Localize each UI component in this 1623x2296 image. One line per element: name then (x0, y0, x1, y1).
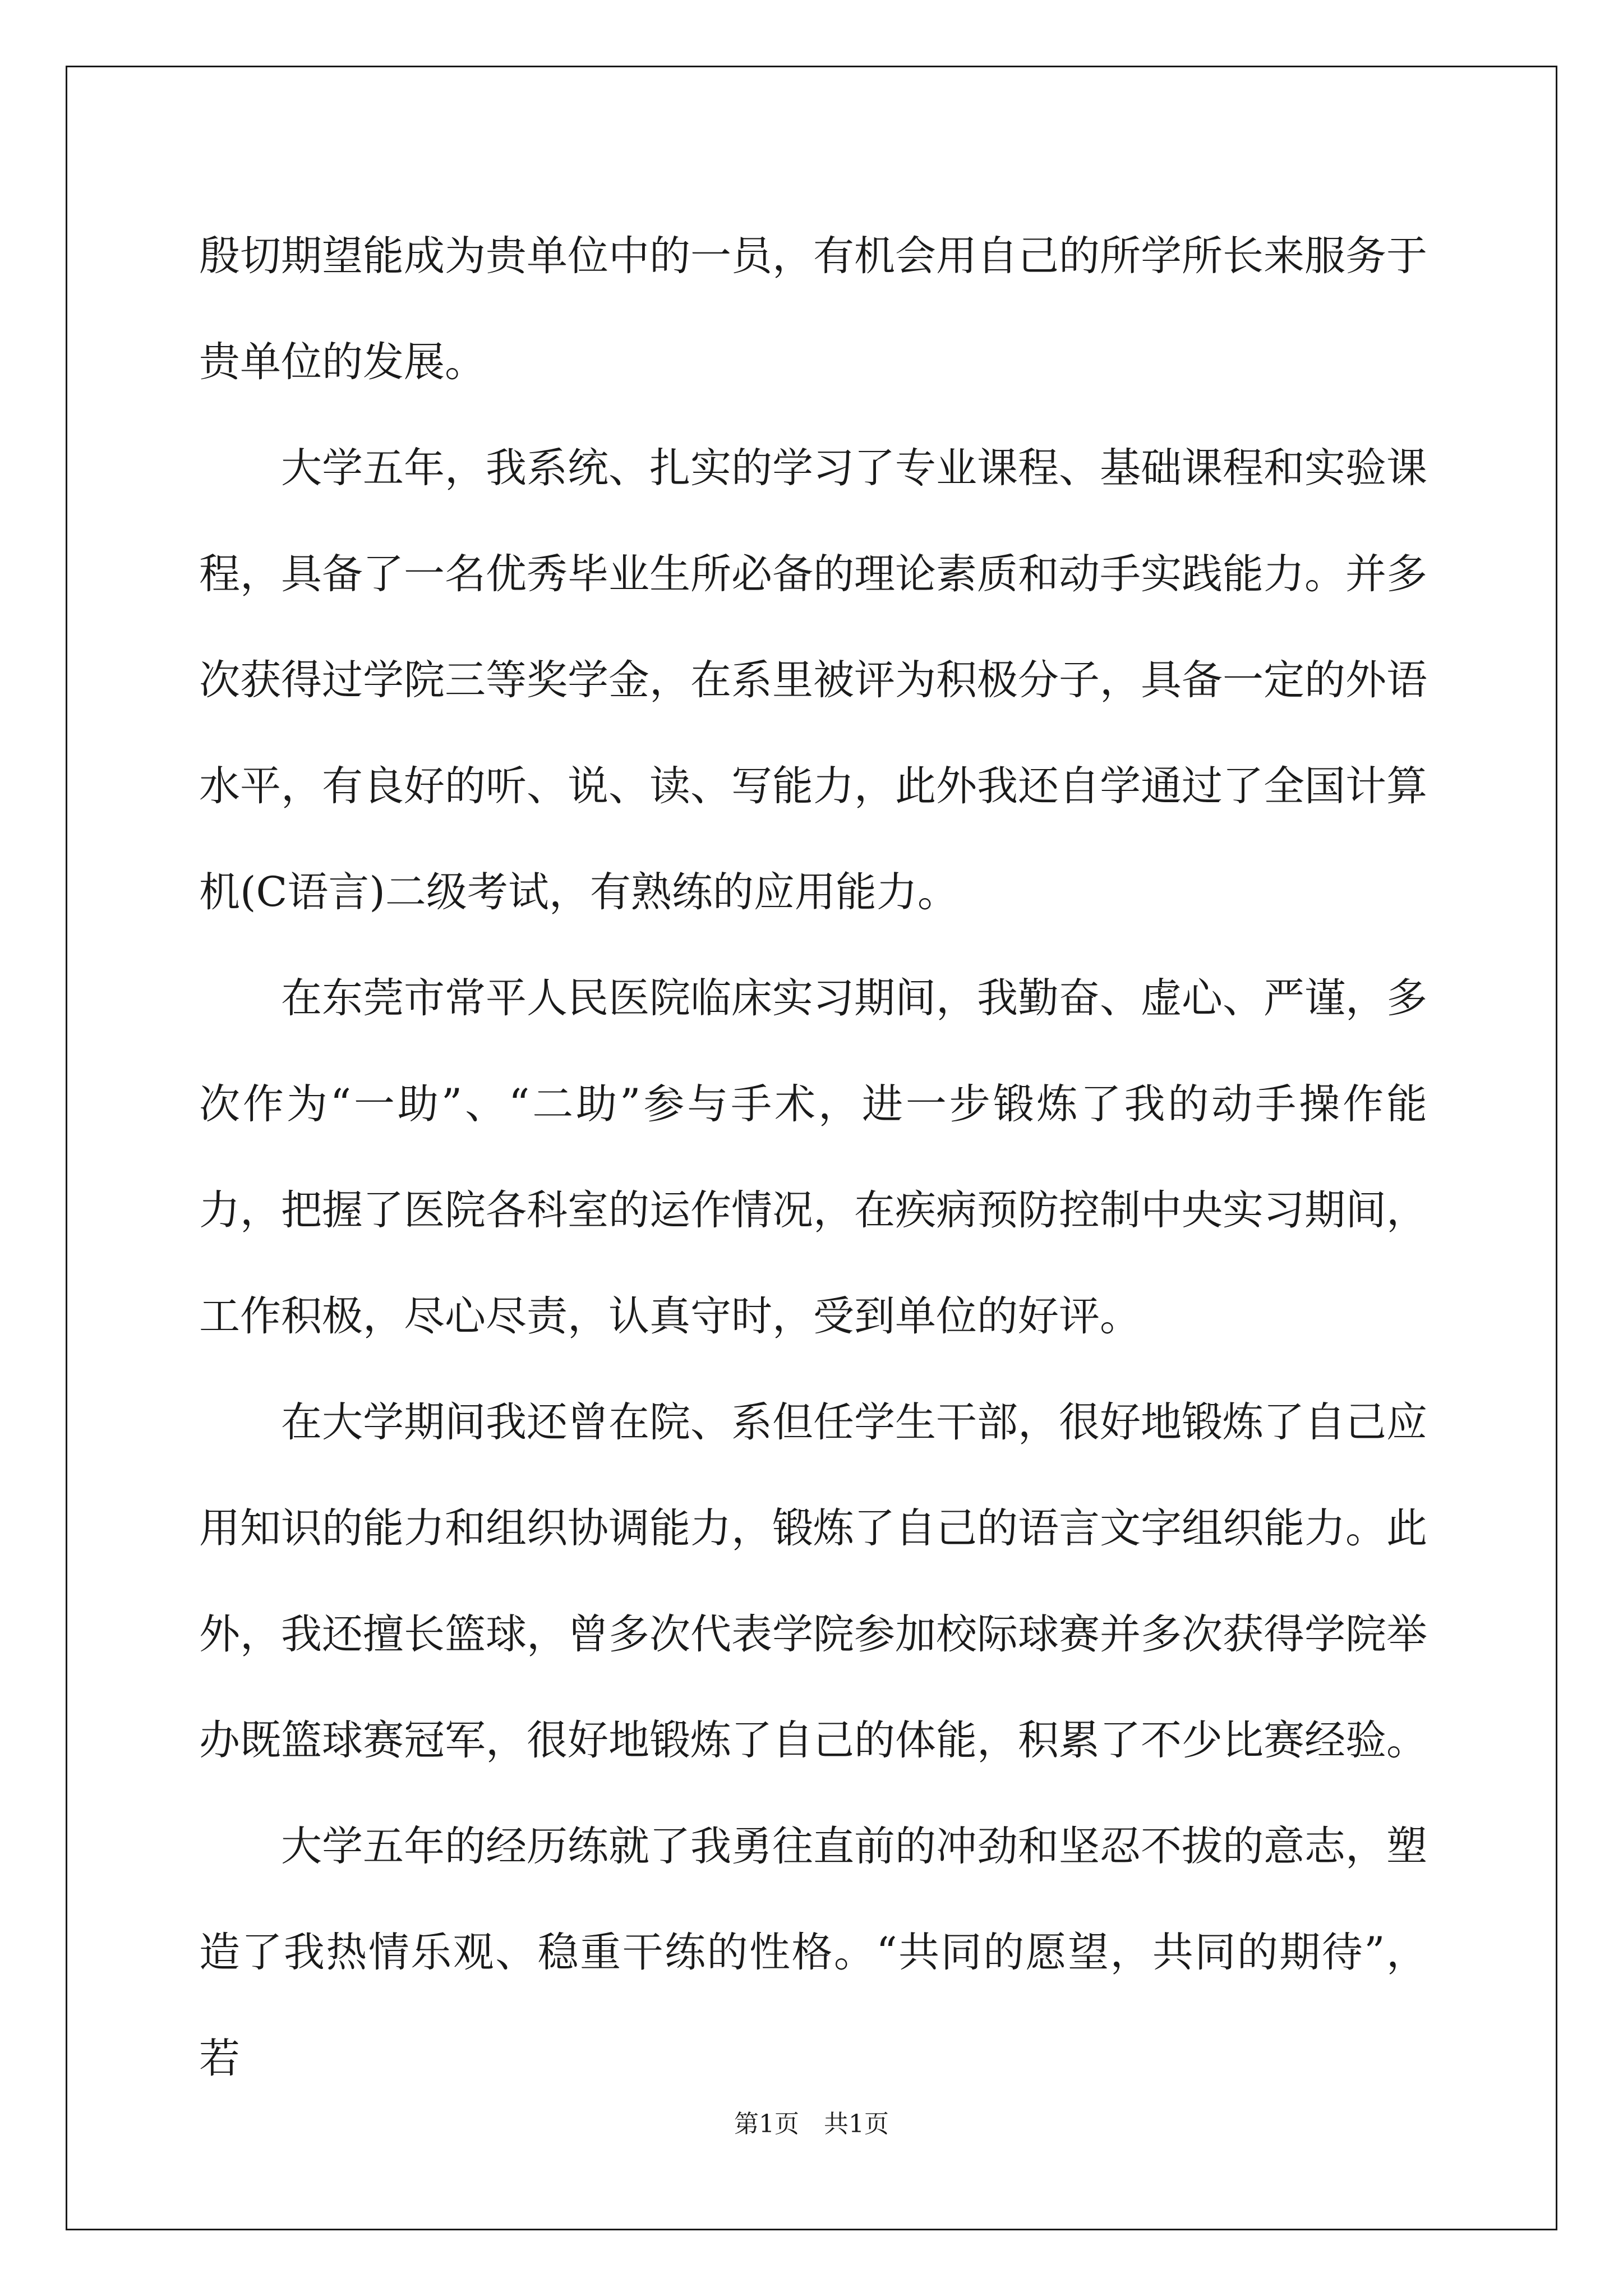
paragraph-2: 大学五年，我系统、扎实的学习了专业课程、基础课程和实验课程，具备了一名优秀毕业生所必备的理论素质和动手实践能力。并多次获得过学院三等奖学金，在系里被评为积极分子，具备一定的外语水平，有良好的听、说、读、写能力，此外我还自学通过了全国计算机(C语言)二级考试，有熟练的应用能力。 (199, 444, 1427, 916)
paragraph-1: 殷切期望能成为贵单位中的一员，有机会用自己的所学所长来服务于贵单位的发展。 (199, 232, 1427, 386)
page-number: 第1页 (734, 2110, 799, 2138)
paragraph-4: 在大学期间我还曾在院、系但任学生干部，很好地锻炼了自己应用知识的能力和组织协调能力，锻炼了自己的语言文字组织能力。此外，我还擅长篮球，曾多次代表学院参加校际球赛并多次获得学院举办既篮球赛冠军，很好地锻炼了自己的体能，积累了不少比赛经验。 (199, 1398, 1427, 1764)
paragraph-3: 在东莞市常平人民医院临床实习期间，我勤奋、虚心、严谨，多次作为“一助”、“二助”参与手术，进一步锻炼了我的动手操作能力，把握了医院各科室的运作情况，在疾病预防控制中央实习期间，工作积极，尽心尽责，认真守时，受到单位的好评。 (199, 974, 1427, 1340)
page-footer (0, 2104, 1623, 2139)
document-body (199, 203, 1427, 2111)
page-total: 共1页 (824, 2110, 889, 2138)
paragraph-5: 大学五年的经历练就了我勇往直前的冲劲和坚忍不拔的意志，塑造了我热情乐观、稳重干练的性格。“共同的愿望，共同的期待”，若 (199, 1823, 1427, 2082)
